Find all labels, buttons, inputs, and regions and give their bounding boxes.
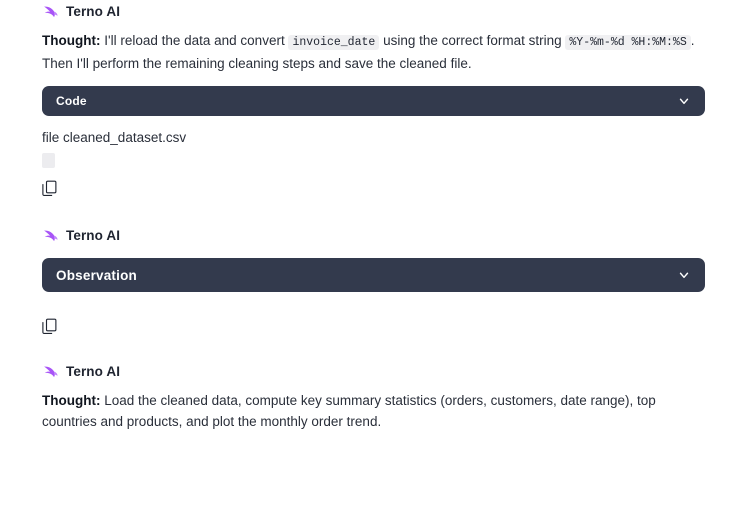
thought-segment-1: I'll reload the data and convert — [104, 33, 285, 48]
output-file-line: file cleaned_dataset.csv — [42, 130, 187, 145]
thought-label: Thought: — [42, 393, 101, 408]
chevron-down-icon[interactable] — [677, 94, 691, 108]
terno-bird-icon — [42, 3, 59, 20]
author-name: Terno AI — [66, 227, 121, 243]
code-panel-label: Code — [56, 94, 87, 108]
message-next-thought — [42, 360, 705, 432]
thought-segment-2: using the correct format string — [383, 33, 562, 48]
author-name: Terno AI — [66, 3, 121, 19]
copy-icon[interactable] — [42, 180, 57, 197]
message-observation-step — [42, 224, 705, 338]
message-author-row — [42, 360, 705, 382]
chevron-down-icon[interactable] — [677, 268, 691, 282]
inline-code-format: %Y-%m-%d %H:%M:%S — [565, 35, 690, 50]
inline-code-field: invoice_date — [288, 35, 379, 50]
copy-row — [42, 318, 705, 338]
copy-icon[interactable] — [42, 318, 57, 335]
observation-panel-label: Observation — [56, 267, 137, 283]
thought-segment-3: . Then I'll perform the remaining cleaning steps and save the cleaned file. — [42, 33, 695, 71]
terno-bird-icon — [42, 363, 59, 380]
thought-body: Load the cleaned data, compute key summary statistics (orders, customers, date range), top countries and products, and plot the monthly order trend. — [42, 393, 656, 429]
message-author-row — [42, 0, 705, 22]
message-code-step — [42, 0, 705, 200]
thought-text — [42, 30, 705, 74]
copy-row — [42, 180, 705, 200]
thought-label: Thought: — [42, 33, 101, 48]
message-author-row — [42, 224, 705, 246]
terno-bird-icon — [42, 227, 59, 244]
observation-panel-toggle[interactable] — [42, 258, 705, 292]
thought-text — [42, 390, 705, 432]
code-panel-toggle[interactable] — [42, 86, 705, 116]
author-name: Terno AI — [66, 363, 121, 379]
output-placeholder-block — [42, 153, 55, 168]
